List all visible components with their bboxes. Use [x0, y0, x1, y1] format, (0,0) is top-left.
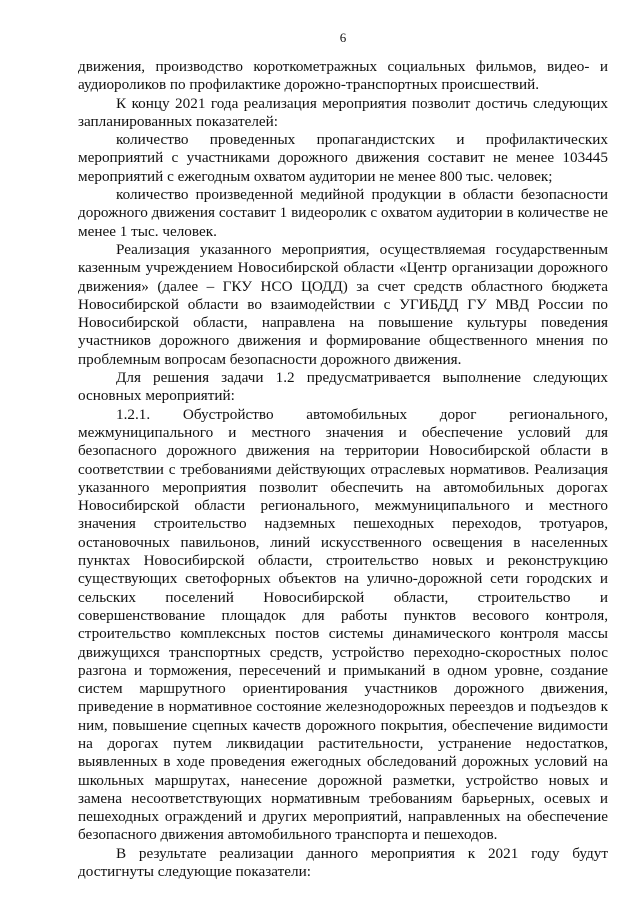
paragraph: В результате реализации данного мероприятия к 2021 году будут достигнуты следующие показатели:: [78, 844, 608, 881]
paragraph: Для решения задачи 1.2 предусматривается выполнение следующих основных мероприятий:: [78, 369, 608, 405]
page-body: [78, 58, 608, 881]
paragraph: 1.2.1. Обустройство автомобильных дорог регионального, межмуниципального и местного значения и обеспечение условий для безопасного дорожного движения на территории Новосибирской области в соответствии с требованиями действующих отраслевых нормативов. Реализация указанного мероприятия позволит обеспечить на автомобильных дорогах Новосибирской области регионального, межмуниципального и местного значения строительство надземных пешеходных переходов, тротуаров, остановочных павильонов, линий искусственного освещения в населенных пунктах Новосибирской области, строительство новых и реконструкцию существующих светофорных объектов на улично-дорожной сети городских и сельских поселений Новосибирской области, строительство и совершенствование площадок для работы пунктов весового контроля, строительство комплексных постов системы динамического контроля массы движущихся транспортных средств, устройство переходно-скоростных полос разгона и торможения, пересечений и примыканий в одном уровне, создание систем маршрутного ориентирования участников дорожного движения, приведение в нормативное состояние железнодорожных переездов и подъездов к ним, повышение сцепных качеств дорожного покрытия, обеспечение видимости на дорогах путем ликвидации растительности, устранение недостатков, выявленных в ходе проведения ежегодных обследований дорожных условий на школьных маршрутах, нанесение дорожной разметки, устройство новых и замена несоответствующих нормативным требованиям барьерных, осевых и пешеходных ограждений и других мероприятий, направленных на обеспечение безопасного движения автомобильного транспорта и пешеходов.: [78, 405, 608, 844]
paragraph: движения, производство короткометражных социальных фильмов, видео- и аудиороликов по профилактике дорожно-транспортных происшествий.: [78, 58, 608, 94]
paragraph: количество произведенной медийной продукции в области безопасности дорожного движения составит 1 видеоролик с охватом аудитории в количестве не менее 1 тыс. человек.: [78, 186, 608, 240]
page-number: 6: [339, 30, 347, 45]
paragraph: количество проведенных пропагандистских и профилактических мероприятий с участниками дорожного движения составит не менее 103445 мероприятий с ежегодным охватом аудитории не менее 800 тыс. человек;: [78, 131, 608, 185]
paragraph: К концу 2021 года реализация мероприятия позволит достичь следующих запланированных показателей:: [78, 94, 608, 130]
paragraph: Реализация указанного мероприятия, осуществляемая государственным казенным учреждением Новосибирской области «Центр организации дорожного движения» (далее – ГКУ НСО ЦОДД) за счет средств областного бюджета Новосибирской области во взаимодействии с УГИБДД ГУ МВД России по Новосибирской области, направлена на повышение культуры поведения участников дорожного движения и формирование общественного мнения по проблемным вопросам безопасности дорожного движения.: [78, 240, 608, 368]
document-page: [78, 30, 608, 881]
